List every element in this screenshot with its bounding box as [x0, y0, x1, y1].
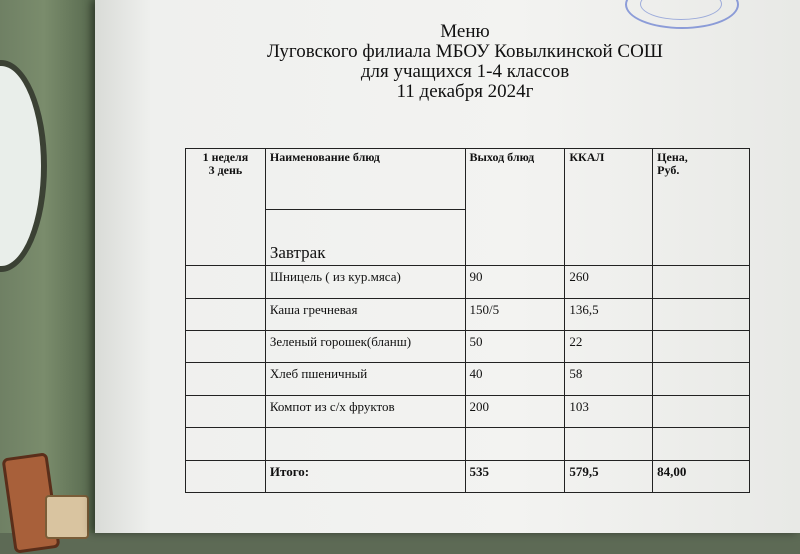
- dish-price: [653, 298, 750, 330]
- menu-header: [180, 22, 750, 102]
- table-row: [186, 266, 750, 298]
- currency-label: Руб.: [657, 163, 680, 177]
- dish-yield: 150/5: [465, 298, 565, 330]
- dish-price: [653, 395, 750, 427]
- dish-kcal: 58: [565, 363, 653, 395]
- total-row: [186, 460, 750, 492]
- price-header: [653, 149, 750, 266]
- dish-kcal: 22: [565, 331, 653, 363]
- kcal-header: ККАЛ: [565, 149, 653, 266]
- yield-header: Выход блюд: [465, 149, 565, 266]
- week-label: 1 неделя: [202, 150, 249, 164]
- dish-kcal: 103: [565, 395, 653, 427]
- table-row: [186, 428, 750, 460]
- dish-name: Зеленый горошек(бланш): [265, 331, 465, 363]
- price-label: Цена,: [657, 150, 688, 164]
- total-kcal: 579,5: [565, 460, 653, 492]
- dish-name: Компот из с/х фруктов: [265, 395, 465, 427]
- day-label: 3 день: [208, 163, 243, 177]
- dish-yield: [465, 428, 565, 460]
- background-box: [45, 495, 89, 539]
- dish-name-header: Наименование блюд: [265, 149, 465, 210]
- dish-kcal: [565, 428, 653, 460]
- menu-date: 11 декабря 2024г: [396, 81, 534, 102]
- table-row: [186, 363, 750, 395]
- table-row: [186, 331, 750, 363]
- dish-yield: 200: [465, 395, 565, 427]
- grade-range: для учащихся 1-4 классов: [360, 61, 570, 82]
- dish-price: [653, 266, 750, 298]
- total-label: Итого:: [265, 460, 465, 492]
- dish-price: [653, 428, 750, 460]
- dish-name: [265, 428, 465, 460]
- menu-title: Меню: [440, 21, 490, 42]
- dish-name: Каша гречневая: [265, 298, 465, 330]
- dish-yield: 50: [465, 331, 565, 363]
- table-row: [186, 298, 750, 330]
- week-day-header: [186, 149, 266, 266]
- total-yield: 535: [465, 460, 565, 492]
- total-price: 84,00: [653, 460, 750, 492]
- dish-name: Хлеб пшеничный: [265, 363, 465, 395]
- table-row: [186, 395, 750, 427]
- dish-yield: 40: [465, 363, 565, 395]
- dish-price: [653, 363, 750, 395]
- dish-yield: 90: [465, 266, 565, 298]
- meal-label: Завтрак: [265, 209, 465, 266]
- school-name: Луговского филиала МБОУ Ковылкинской СОШ: [267, 41, 663, 62]
- background-wall: [0, 0, 110, 533]
- dish-name: Шницель ( из кур.мяса): [265, 266, 465, 298]
- background-object: [0, 60, 47, 272]
- dish-kcal: 260: [565, 266, 653, 298]
- dish-price: [653, 331, 750, 363]
- dish-kcal: 136,5: [565, 298, 653, 330]
- menu-table: [185, 148, 750, 493]
